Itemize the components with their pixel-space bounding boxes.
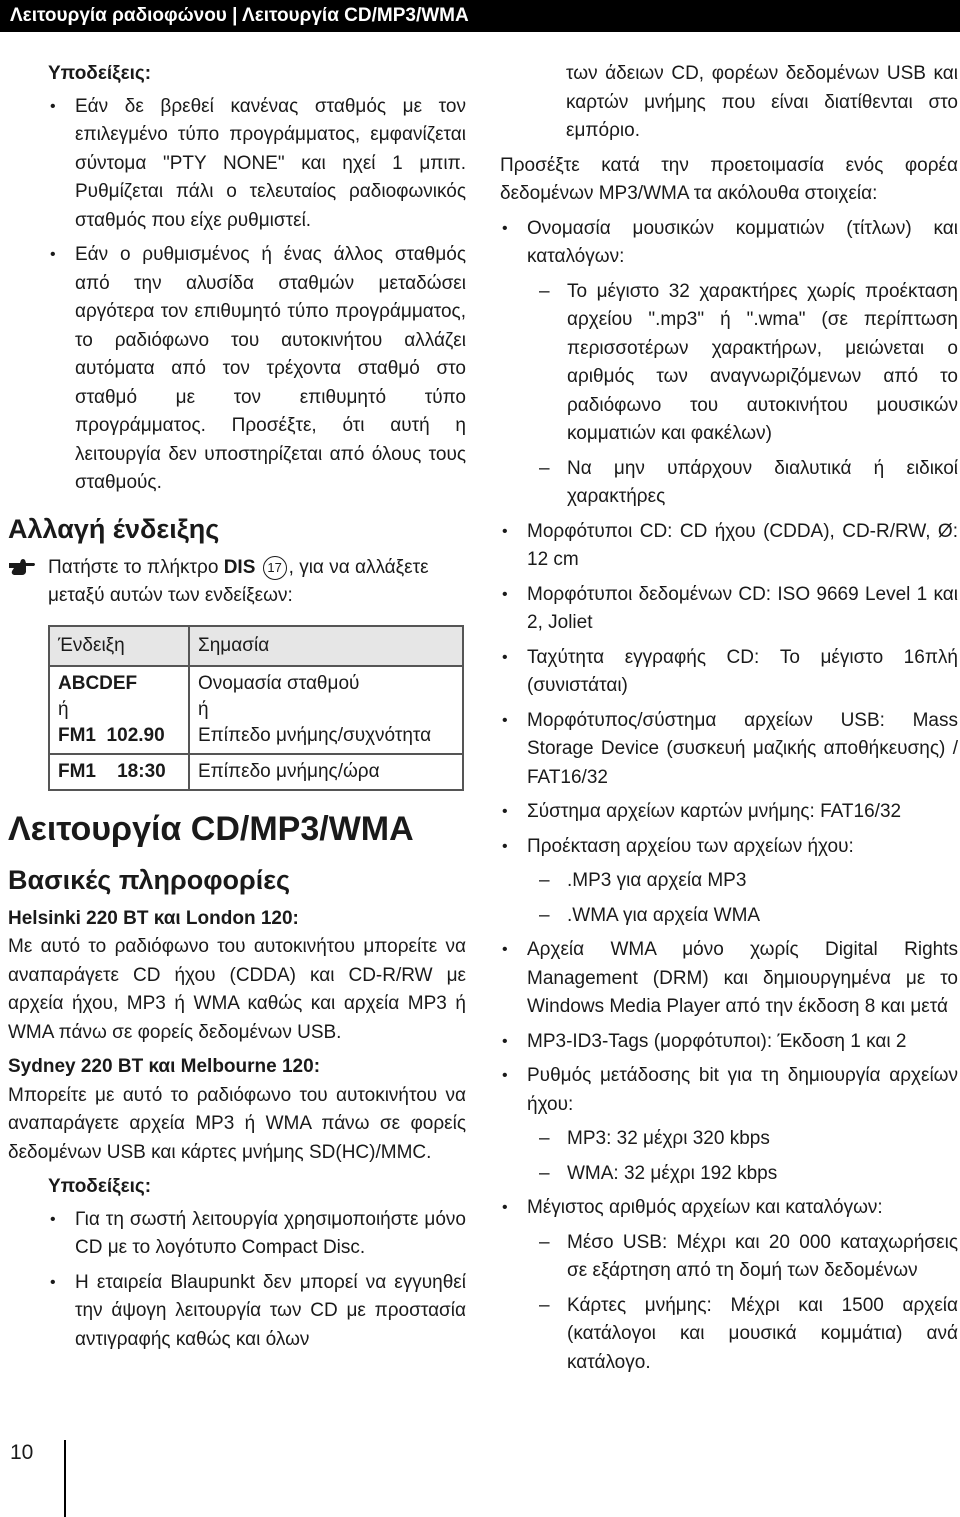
right-column <box>500 60 958 1383</box>
table-cell: FM1 18:30 <box>49 754 189 790</box>
left-column <box>8 60 466 1360</box>
list-item: • Αρχεία WMA μόνο χωρίς Digital Rights Management (DRM) και δημιουργημένα με το Windows Media Player από την έκδοση 8 και μετά <box>500 936 958 1022</box>
model-heading: Sydney 220 BT και Melbourne 120: <box>8 1056 321 1077</box>
sub-list <box>527 867 958 930</box>
list-item: • Εάν ο ρυθμισμένος ή ένας άλλος σταθμός από την αλυσίδα σταθμών μεταδώσει αργότερα τον επιθυμητό τύπο προγράμματος, το ραδιόφωνο του αυτοκινήτου αλλάζει αυτόματα από τον τρέχοντα σταθμό στο σταθμό με τον επιθυμητό τύπο προγράμματος. Προσέξτε, ότι αυτή η λειτουργία δεν υποστηρίζεται από όλους τους σταθμούς. <box>48 241 466 498</box>
intro-paragraph: Προσέξτε κατά την προετοιμασία ενός φορέα δεδομένων MP3/WMA τα ακόλουθα στοιχεία: <box>500 154 958 204</box>
sub-list <box>527 278 958 512</box>
notes-list <box>48 93 466 498</box>
sub-list-item: – .WMA για αρχεία WMA <box>527 902 958 931</box>
instruction-display <box>8 554 466 611</box>
cell-line: Ονομασία σταθμού <box>198 672 360 694</box>
cell-line: ή <box>58 698 69 720</box>
cell-line: ABCDEF <box>58 672 138 694</box>
list-item: • Μορφότυπος/σύστημα αρχείων USB: Mass Storage Device (συσκευή μαζικής αποθήκευσης) / FAT16/32 <box>500 707 958 793</box>
list-item: • Για τη σωστή λειτουργία χρησιμοποιήστε μόνο CD με το λογότυπο Compact Disc. <box>48 1206 466 1263</box>
table-row <box>49 754 463 790</box>
instruction-text-pre: Πατήστε το πλήκτρο <box>48 556 224 578</box>
sub-list <box>527 1229 958 1378</box>
list-item: • Εάν δε βρεθεί κανένας σταθμός με τον επιλεγμένο τύπο προγράμματος, εμφανίζεται σύντομα "PTY NONE" και ηχεί 1 μπιπ. Ρυθμίζεται πάλι ο τελευταίος ραδιοφωνικός σταθμός που είχε ρυθμιστεί. <box>48 93 466 236</box>
page-number: 10 <box>10 1441 34 1464</box>
table-cell <box>49 666 189 754</box>
list-item <box>500 1062 958 1188</box>
page-header: Λειτουργία ραδιοφώνου | Λειτουργία CD/MP3/WMA <box>0 0 960 32</box>
sub-list-item: – Να μην υπάρχουν διαλυτικά ή ειδικοί χαρακτήρες <box>527 455 958 512</box>
model-paragraph: Μπορείτε με αυτό το ραδιόφωνο του αυτοκινήτου να αναπαράγετε αρχεία MP3 ή WMA πάνω σε φορείς δεδομένων USB και κάρτες μνήμης SD(HC)/MMC. <box>8 1084 466 1163</box>
model-paragraph: Με αυτό το ραδιόφωνο του αυτοκινήτου μπορείτε να αναπαράγετε CD ήχου (CDDA) και CD-R/RW με αρχεία ήχου, MP3 ή WMA καθώς και αρχεία MP3 ή WMA πάνω σε φορείς δεδομένων USB. <box>8 936 466 1043</box>
sub-list-item: – Κάρτες μνήμης: Μέχρι και 1500 αρχεία (κατάλογοι και μουσικά κομμάτια) ανά κατάλογο. <box>527 1292 958 1378</box>
table-cell <box>189 666 463 754</box>
continuation-paragraph: των άδειων CD, φορέων δεδομένων USB και καρτών μνήμης που είναι διατίθενται στο εμπόριο. <box>566 63 958 141</box>
cell-line: FM1 102.90 <box>58 724 165 746</box>
display-table <box>48 625 464 791</box>
list-item: • Μορφότυποι CD: CD ήχου (CDDA), CD-R/RW, Ø: 12 cm <box>500 518 958 575</box>
list-item: • Μορφότυποι δεδομένων CD: ISO 9669 Level 1 και 2, Joliet <box>500 581 958 638</box>
list-item: • MP3-ID3-Tags (μορφότυποι): Έκδοση 1 και 2 <box>500 1028 958 1057</box>
notes-cd <box>48 1173 466 1354</box>
list-item-text: Ρυθμός μετάδοσης bit για τη δημιουργία αρχείων ήχου: <box>527 1065 958 1115</box>
list-item: • Σύστημα αρχείων καρτών μνήμης: FAT16/32 <box>500 798 958 827</box>
list-item <box>500 833 958 931</box>
list-item: • Ταχύτητα εγγραφής CD: Το μέγιστο 16πλή (συνιστάται) <box>500 644 958 701</box>
dis-key-label: DIS <box>223 556 256 578</box>
sub-list-item: – WMA: 32 μέχρι 192 kbps <box>527 1160 958 1189</box>
notes-list <box>48 1206 466 1355</box>
notes-title: Υποδείξεις: <box>48 63 152 84</box>
list-item <box>500 215 958 512</box>
subheading-basic-info: Βασικές πληροφορίες <box>8 864 291 895</box>
list-item: • Η εταιρεία Blaupunkt δεν μπορεί να εγγυηθεί την άψογη λειτουργία των CD με προστασία αντιγραφής καθώς και όλων <box>48 1269 466 1355</box>
table-cell: Επίπεδο μνήμης/ώρα <box>198 760 380 782</box>
cell-line: Επίπεδο μνήμης/συχνότητα <box>198 724 432 746</box>
sub-list-item: – MP3: 32 μέχρι 320 kbps <box>527 1125 958 1154</box>
notes-title: Υποδείξεις: <box>48 1176 152 1197</box>
section-heading-cd: Λειτουργία CD/MP3/WMA <box>8 809 414 848</box>
list-item-text: Προέκταση αρχείου των αρχείων ήχου: <box>527 835 854 857</box>
notes-radio <box>48 60 466 498</box>
table-header-row <box>49 626 463 666</box>
pointing-hand-icon <box>8 558 36 576</box>
sub-list-item: – Το μέγιστο 32 χαρακτήρες χωρίς προέκταση αρχείου ".mp3" ή ".wma" (σε περίπτωση περισσοτέρων χαρακτήρων, μειώνεται ο αριθμός των αναγνωριζόμενων από το ραδιόφωνο του αυτοκινήτου μουσικών κομματιών και φακέλων) <box>527 278 958 449</box>
key-number-badge: 17 <box>263 556 287 580</box>
sub-list <box>527 1125 958 1188</box>
table-row <box>49 666 463 754</box>
list-item-text: Μέγιστος αριθμός αρχείων και καταλόγων: <box>527 1197 883 1218</box>
model-heading: Helsinki 220 BT και London 120: <box>8 907 299 929</box>
table-header-cell: Ένδειξη <box>49 626 189 666</box>
page-number-divider <box>64 1440 66 1517</box>
list-item <box>500 1194 958 1377</box>
instruction-text-post: , για να αλλάξετε μεταξύ αυτών των ενδείξεων: <box>48 556 429 606</box>
sub-list-item: – .MP3 για αρχεία MP3 <box>527 867 958 896</box>
cell-line: ή <box>198 698 209 720</box>
list-item-text: Ονομασία μουσικών κομματιών (τίτλων) και καταλόγων: <box>527 217 958 267</box>
section-heading-display: Αλλαγή ένδειξης <box>8 513 220 544</box>
table-header-cell: Σημασία <box>189 626 463 666</box>
sub-list-item: – Μέσο USB: Μέχρι και 20 000 καταχωρήσεις σε εξάρτηση από τη δομή των δεδομένων <box>527 1229 958 1286</box>
requirements-list <box>500 215 958 1378</box>
